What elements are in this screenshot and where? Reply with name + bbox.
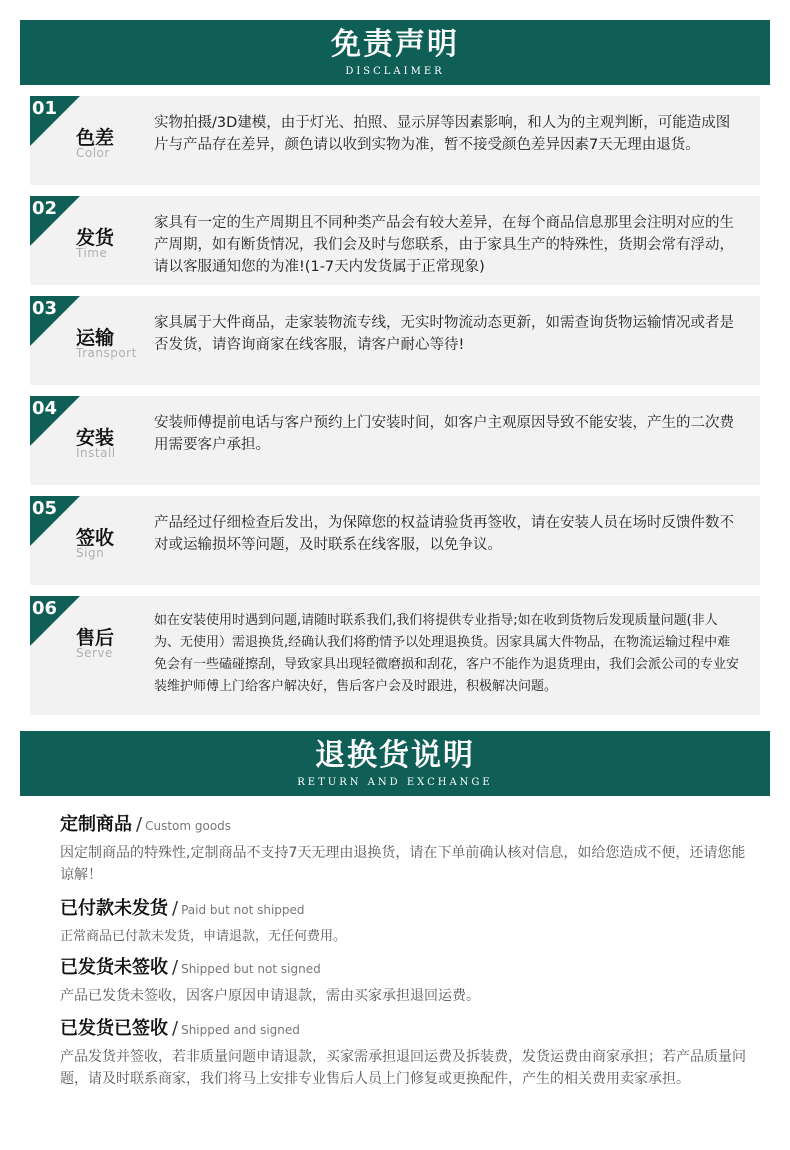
- exchange-subtitle: RETURN AND EXCHANGE: [297, 777, 493, 788]
- item-text: 实物拍摄/3D建模，由于灯光、拍照、显示屏等因素影响，和人为的主观判断，可能造成图片与产品存在差异，颜色请以收到实物为准，暂不接受颜色差异因素7天无理由退货。: [154, 115, 731, 153]
- exchange-item-title: 已发货未签收: [60, 957, 168, 978]
- exchange-item-title: 定制商品: [60, 814, 132, 835]
- exchange-item-text: 正常商品已付款未发货，申请退款，无任何费用。: [60, 929, 347, 944]
- item-subtitle: Install: [76, 446, 116, 460]
- item-text: 产品经过仔细检查后发出，为保障您的权益请验货再签收，请在安装人员在场时反馈件数不对或运输损坏等问题，及时联系在线客服，以免争议。: [154, 515, 734, 553]
- exchange-item-heading: 已发货未签收 / Shipped but not signed: [60, 957, 321, 978]
- exchange-item-shipped-not-signed: [60, 953, 750, 1007]
- exchange-item-heading: 定制商品 / Custom goods: [60, 814, 232, 835]
- exchange-item-subtitle: Shipped but not signed: [181, 962, 321, 976]
- item-number: 06: [32, 598, 58, 619]
- item-text: 如在安装使用时遇到问题,请随时联系我们,我们将提供专业指导;如在收到货物后发现质量问题(非人为、无使用）需退换货,经确认我们将酌情予以处理退换货。因家具属大件物品，在物流运输过程中难免会有一些磕碰擦刮，导致家具出现轻微磨损和刮花，客户不能作为退货理由，我们会派公司的专业安装维护师傅上门给客户解决好，售后客户会及时跟进，积极解决问题。: [154, 613, 740, 694]
- exchange-banner: [20, 731, 770, 796]
- exchange-item-paid-not-shipped: [60, 894, 750, 948]
- exchange-item-text: 产品已发货未签收，因客户原因申请退款，需由买家承担退回运费。: [60, 988, 480, 1004]
- item-text: 安装师傅提前电话与客户预约上门安装时间，如客户主观原因导致不能安装，产生的二次费用需要客户承担。: [154, 415, 734, 453]
- disclaimer-title: 免责声明: [331, 27, 459, 62]
- disclaimer-item-time: [30, 196, 760, 285]
- exchange-item-text: 产品发货并签收，若非质量问题申请退款，买家需承担退回运费及拆装费，发货运费由商家承担；若产品质量问题，请及时联系商家，我们将马上安排专业售后人员上门修复或更换配件，产生的相关费用卖家承担。: [60, 1049, 746, 1087]
- item-text: 家具属于大件商品，走家装物流专线，无实时物流动态更新，如需查询货物运输情况或者是否发货，请咨询商家在线客服，请客户耐心等待!: [154, 315, 734, 353]
- exchange-item-title: 已付款未发货: [60, 898, 168, 919]
- item-subtitle: Transport: [76, 346, 137, 360]
- disclaimer-item-sign: [30, 496, 760, 585]
- exchange-item-subtitle: Paid but not shipped: [181, 903, 305, 917]
- item-subtitle: Color: [76, 146, 110, 160]
- exchange-item-heading: 已发货已签收 / Shipped and signed: [60, 1018, 300, 1039]
- item-number: 04: [32, 398, 58, 419]
- item-title: 色差: [76, 127, 115, 149]
- exchange-item-title: 已发货已签收: [60, 1018, 168, 1039]
- disclaimer-item-color: [30, 96, 760, 185]
- disclaimer-banner: [20, 20, 770, 85]
- disclaimer-subtitle: DISCLAIMER: [345, 66, 445, 77]
- disclaimer-item-serve: [30, 596, 760, 715]
- item-number: 01: [32, 98, 58, 119]
- item-number: 02: [32, 198, 58, 219]
- item-subtitle: Time: [76, 246, 108, 260]
- exchange-item-subtitle: Custom goods: [145, 819, 232, 833]
- item-subtitle: Sign: [76, 546, 105, 560]
- disclaimer-item-install: [30, 396, 760, 485]
- item-subtitle: Serve: [76, 646, 113, 660]
- item-number: 05: [32, 498, 58, 519]
- item-text: 家具有一定的生产周期且不同种类产品会有较大差异，在每个商品信息那里会注明对应的生产周期，如有断货情况，我们会及时与您联系，由于家具生产的特殊性，货期会常有浮动，请以客服通知您的为准!(1-7天内发货属于正常现象): [154, 215, 734, 275]
- item-title: 签收: [76, 527, 115, 549]
- item-title: 售后: [76, 627, 115, 649]
- item-title: 安装: [76, 427, 115, 449]
- exchange-item-custom: [60, 810, 750, 886]
- exchange-item-text: 因定制商品的特殊性,定制商品不支持7天无理由退换货，请在下单前确认核对信息，如给您造成不便，还请您能谅解！: [60, 845, 746, 883]
- exchange-item-heading: 已付款未发货 / Paid but not shipped: [60, 898, 305, 919]
- item-title: 运输: [76, 327, 115, 349]
- item-number: 03: [32, 298, 58, 319]
- item-title: 发货: [76, 227, 115, 249]
- disclaimer-item-transport: [30, 296, 760, 385]
- exchange-title: 退换货说明: [315, 738, 475, 773]
- exchange-item-shipped-signed: [60, 1014, 750, 1090]
- exchange-item-subtitle: Shipped and signed: [181, 1023, 300, 1037]
